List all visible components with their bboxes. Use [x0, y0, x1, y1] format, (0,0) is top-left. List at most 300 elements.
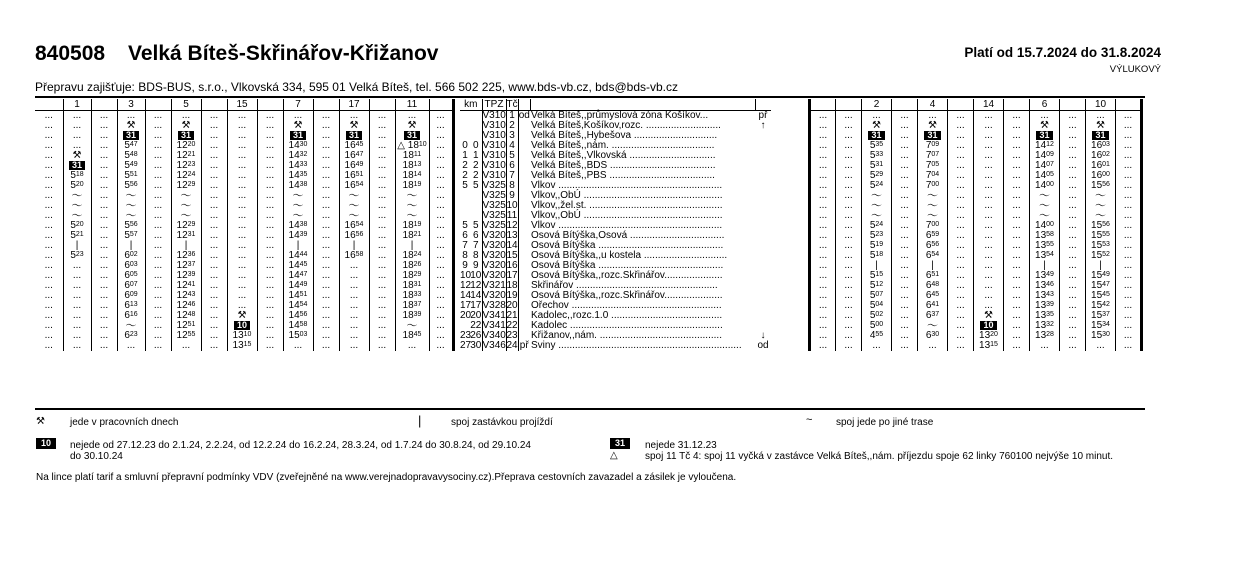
table-cell: $5^{12}$ — [862, 281, 892, 291]
table-cell: ... — [369, 251, 395, 261]
table-cell: ... — [892, 271, 918, 281]
table-cell: ... — [91, 341, 117, 351]
table-cell: ... — [1116, 161, 1142, 171]
table-cell: $12^{29}$ — [171, 221, 201, 231]
table-cell: ... — [974, 231, 1004, 241]
table-cell: 5 — [472, 180, 479, 191]
legend-triangle-text: spoj 11 Tč 4: spoj 11 vyčká v zastávce Velká Bíteš,,nám. příjezdu spoje 62 linky 760100 nejvýše 10 minut. — [645, 451, 1114, 462]
table-cell: ... — [1060, 141, 1086, 151]
table-cell: ... — [91, 271, 117, 281]
stop-name: Osová Bítýška,,rozc.Skřinářov..................... — [531, 270, 723, 281]
table-cell — [460, 121, 470, 131]
table-cell — [470, 201, 482, 211]
return-row — [810, 331, 1142, 341]
table-cell: ... — [1116, 121, 1142, 131]
table-cell: ... — [429, 301, 453, 311]
table-cell: ... — [836, 221, 862, 231]
table-cell: $6^{45}$ — [918, 291, 948, 301]
table-cell: ... — [145, 151, 171, 161]
table-cell: $16^{58}$ — [339, 251, 369, 261]
table-cell: $12^{39}$ — [171, 271, 201, 281]
stop-code: V328 — [482, 300, 506, 311]
table-cell: ... — [918, 341, 948, 351]
table-cell: ... — [145, 341, 171, 351]
table-cell: $14^{32}$ — [283, 151, 313, 161]
table-cell: ... — [44, 140, 53, 151]
table-cell: $5^{24}$ — [862, 181, 892, 191]
table-cell: ... — [227, 261, 257, 271]
table-cell: $13^{20}$ — [974, 331, 1004, 341]
table-cell: ... — [892, 141, 918, 151]
table-cell: ... — [369, 181, 395, 191]
table-cell: ... — [257, 171, 283, 181]
table-cell: ... — [44, 270, 53, 281]
table-cell: ... — [369, 241, 395, 251]
table-cell: $6^{02}$ — [117, 251, 145, 261]
table-cell: $13^{10}$ — [227, 331, 257, 341]
table-cell: $14^{35}$ — [283, 171, 313, 181]
table-cell: 3 — [506, 131, 518, 141]
stop-code: V320 — [482, 240, 506, 251]
table-cell: 〜 — [1030, 211, 1060, 221]
table-cell: 1 — [472, 150, 479, 161]
table-cell: ... — [44, 260, 53, 271]
table-cell: ... — [145, 211, 171, 221]
table-cell: ... — [892, 121, 918, 131]
table-cell: ... — [892, 261, 918, 271]
table-cell: př — [758, 110, 768, 121]
table-cell: ... — [201, 311, 227, 321]
table-cell: ... — [313, 161, 339, 171]
table-cell: ... — [339, 321, 369, 331]
table-cell: ... — [1116, 261, 1142, 271]
table-cell — [518, 121, 530, 131]
return-row — [810, 111, 1142, 122]
table-cell: ... — [339, 331, 369, 341]
table-cell: ... — [1060, 251, 1086, 261]
table-cell: ... — [948, 251, 974, 261]
table-cell: ... — [145, 231, 171, 241]
table-cell: ... — [145, 311, 171, 321]
stop-code: V325 — [482, 180, 506, 191]
table-cell: ... — [1116, 251, 1142, 261]
table-cell: ... — [1004, 331, 1030, 341]
table-cell: $6^{09}$ — [117, 291, 145, 301]
table-cell: ... — [429, 261, 453, 271]
table-cell: ... — [892, 211, 918, 221]
table-cell: ... — [313, 321, 339, 331]
table-cell: ... — [1116, 141, 1142, 151]
table-cell: | — [395, 241, 429, 251]
table-cell: ... — [948, 291, 974, 301]
table-cell: ... — [257, 161, 283, 171]
table-cell — [518, 181, 530, 191]
column-header — [201, 99, 227, 111]
table-cell: ... — [369, 141, 395, 151]
table-cell: 5 — [462, 180, 468, 191]
table-cell: ... — [1116, 231, 1142, 241]
table-cell: ⚒ — [339, 121, 369, 131]
table-cell — [755, 211, 771, 221]
stops-table — [460, 99, 771, 351]
stop-name: Osová Bítýška,Osová .................................. — [531, 230, 725, 241]
table-cell: ... — [201, 211, 227, 221]
table-cell: ... — [257, 121, 283, 131]
table-cell: ... — [63, 271, 91, 281]
column-header — [810, 99, 836, 111]
column-header: 10 — [1086, 99, 1116, 111]
table-cell: 〜 — [117, 201, 145, 211]
table-cell: $15^{30}$ — [1086, 331, 1116, 341]
table-cell: ... — [44, 220, 53, 231]
table-cell: ... — [369, 231, 395, 241]
table-cell: ... — [117, 111, 145, 122]
triangle-icon: △ — [610, 450, 618, 461]
table-cell: ... — [429, 251, 453, 261]
table-cell — [460, 111, 470, 122]
table-cell: $15^{47}$ — [1086, 281, 1116, 291]
table-cell: $6^{30}$ — [918, 331, 948, 341]
stop-name: Vlkov ........................................................... — [531, 220, 723, 231]
table-cell: ... — [1004, 271, 1030, 281]
table-cell: ... — [836, 131, 862, 141]
table-cell: 〜 — [339, 191, 369, 201]
table-cell — [518, 291, 530, 301]
table-cell: $6^{07}$ — [117, 281, 145, 291]
table-cell: ... — [201, 341, 227, 351]
table-cell: ... — [91, 201, 117, 211]
table-cell: ⚒ — [1030, 121, 1060, 131]
table-cell: ... — [818, 270, 828, 281]
table-cell: $14^{05}$ — [1030, 171, 1060, 181]
table-cell: 〜 — [1086, 211, 1116, 221]
table-cell: ... — [369, 311, 395, 321]
column-header: 15 — [227, 99, 257, 111]
table-cell: 24 — [506, 340, 518, 351]
table-cell: ... — [1060, 271, 1086, 281]
stop-code: V340 — [482, 330, 506, 341]
table-cell: $18^{21}$ — [395, 231, 429, 241]
table-cell: 26 — [470, 330, 482, 341]
table-cell: 5 — [472, 220, 479, 231]
table-cell: ... — [145, 111, 171, 122]
table-cell: ... — [974, 131, 1004, 141]
table-cell: ... — [227, 221, 257, 231]
stop-name: Kadolec,,rozc.1.0 ........................................ — [531, 310, 723, 321]
table-cell: ... — [369, 261, 395, 271]
table-cell: ... — [227, 121, 257, 131]
table-cell: ... — [1004, 111, 1030, 122]
pass-through-icon: | — [418, 413, 422, 428]
table-cell: ... — [227, 291, 257, 301]
stop-code: V320 — [482, 290, 506, 301]
badge-10: 10 — [36, 438, 56, 449]
table-cell: ... — [836, 181, 862, 191]
table-cell: ... — [836, 341, 862, 351]
table-cell: ↓ — [760, 330, 766, 341]
table-cell: $16^{02}$ — [1086, 151, 1116, 161]
table-cell: $13^{43}$ — [1030, 291, 1060, 301]
table-cell: ... — [63, 141, 91, 151]
table-cell: 9 — [506, 191, 518, 201]
table-cell: ... — [369, 121, 395, 131]
table-cell: ... — [313, 191, 339, 201]
table-cell — [518, 211, 530, 221]
table-cell: $18^{24}$ — [395, 251, 429, 261]
table-cell: $6^{59}$ — [918, 231, 948, 241]
stop-name: Kadolec ....................................................... — [531, 320, 723, 331]
table-cell: ... — [283, 341, 313, 351]
stop-row — [460, 341, 771, 351]
table-cell — [755, 161, 771, 171]
table-cell — [518, 201, 530, 211]
table-cell: ... — [145, 221, 171, 231]
table-cell: ... — [257, 151, 283, 161]
table-cell: ... — [974, 201, 1004, 211]
table-cell: ... — [1004, 161, 1030, 171]
table-cell: ... — [818, 340, 828, 351]
table-cell: $5^{18}$ — [63, 171, 91, 181]
table-cell: ... — [429, 141, 453, 151]
table-cell: ... — [818, 290, 828, 301]
table-cell: ... — [44, 290, 53, 301]
table-cell: ... — [227, 141, 257, 151]
table-cell: ... — [892, 281, 918, 291]
top-rule — [35, 96, 1145, 98]
table-cell: ... — [227, 111, 257, 122]
table-cell: | — [283, 241, 313, 251]
table-cell: $14^{54}$ — [283, 301, 313, 311]
table-cell: ... — [44, 230, 53, 241]
table-cell: $14^{00}$ — [1030, 181, 1060, 191]
table-cell: ... — [369, 171, 395, 181]
table-cell — [117, 131, 145, 141]
table-cell: ... — [201, 281, 227, 291]
table-cell: ... — [429, 121, 453, 131]
table-cell: ... — [818, 230, 828, 241]
table-cell: ... — [44, 120, 53, 131]
table-cell: ... — [1060, 341, 1086, 351]
table-cell: $16^{54}$ — [339, 221, 369, 231]
table-cell: 6 — [472, 230, 479, 241]
stop-code: V341 — [482, 320, 506, 331]
table-cell: ... — [171, 111, 201, 122]
table-cell — [470, 191, 482, 201]
table-cell: ... — [818, 330, 828, 341]
table-cell: ... — [227, 171, 257, 181]
table-cell — [755, 171, 771, 181]
table-cell: ... — [974, 251, 1004, 261]
table-cell: ... — [44, 190, 53, 201]
other-route-icon: ~ — [806, 414, 813, 426]
table-cell: $13^{58}$ — [1030, 231, 1060, 241]
table-cell: $7^{09}$ — [918, 141, 948, 151]
table-cell: ... — [892, 131, 918, 141]
table-cell: 14 — [460, 290, 472, 301]
table-cell: ... — [1060, 131, 1086, 141]
table-cell: ... — [429, 111, 453, 122]
table-cell: ... — [91, 151, 117, 161]
table-cell: ... — [227, 161, 257, 171]
return-row — [810, 201, 1142, 211]
table-cell: ... — [44, 240, 53, 251]
table-cell: $14^{56}$ — [283, 311, 313, 321]
table-cell: ... — [429, 281, 453, 291]
column-header: 17 — [339, 99, 369, 111]
table-cell: $16^{54}$ — [339, 181, 369, 191]
table-cell: ... — [91, 241, 117, 251]
table-cell: $6^{16}$ — [117, 311, 145, 321]
table-cell: ... — [257, 231, 283, 241]
stop-name: Velká Bíteš,,nám. ..................................... — [531, 140, 715, 151]
table-cell: ... — [145, 281, 171, 291]
table-cell: od — [518, 110, 530, 121]
carrier-info: Přepravu zajišťuje: BDS-BUS, s.r.o., Vlkovská 334, 595 01 Velká Bíteš, tel. 566 502 225, www.bds-vb.cz, bds@bds-vb.cz — [35, 80, 678, 94]
table-cell: ... — [892, 291, 918, 301]
table-cell: $14^{47}$ — [283, 271, 313, 281]
table-cell: ... — [1030, 341, 1060, 351]
table-cell: ... — [145, 271, 171, 281]
table-cell — [918, 131, 948, 141]
table-cell: 2 — [462, 170, 468, 181]
table-cell: ... — [974, 111, 1004, 122]
table-cell: ... — [44, 280, 53, 291]
table-cell: ... — [91, 211, 117, 221]
table-cell: 8 — [506, 181, 518, 191]
legend-badge10-text-1: nejede od 27.12.23 do 2.1.24, 2.2.24, od 12.2.24 do 16.2.24, 28.3.24, od 1.7.24 do 30.8.24, od 29.10.24 — [70, 440, 531, 451]
table-cell: | — [117, 241, 145, 251]
table-cell: ... — [44, 300, 53, 311]
table-cell: $7^{04}$ — [918, 171, 948, 181]
table-cell: $13^{54}$ — [1030, 251, 1060, 261]
table-cell: ... — [313, 181, 339, 191]
table-cell: $18^{11}$ — [395, 151, 429, 161]
column-header — [35, 99, 63, 111]
column-header — [518, 99, 530, 111]
table-cell: ... — [974, 161, 1004, 171]
table-cell: 〜 — [1030, 201, 1060, 211]
table-cell: ... — [862, 341, 892, 351]
table-cell: ⚒ — [862, 121, 892, 131]
table-cell: ... — [44, 210, 53, 221]
table-cell: $15^{53}$ — [1086, 241, 1116, 251]
table-cell: 〜 — [283, 201, 313, 211]
table-cell: ... — [91, 111, 117, 122]
table-cell: 〜 — [117, 211, 145, 221]
stop-code: V310 — [482, 120, 506, 131]
table-cell: $7^{00}$ — [918, 221, 948, 231]
table-cell: ... — [836, 281, 862, 291]
departure-row — [35, 331, 453, 341]
table-cell: ... — [201, 111, 227, 122]
table-cell: ... — [974, 241, 1004, 251]
table-cell: 6 — [506, 161, 518, 171]
table-cell: 〜 — [117, 191, 145, 201]
stop-name: Velká Bíteš,,Vlkovská ............................... — [531, 150, 716, 161]
table-cell: ... — [91, 251, 117, 261]
table-cell: 23 — [460, 330, 472, 341]
table-cell: 13 — [506, 230, 518, 241]
stop-code: V310 — [482, 150, 506, 161]
table-cell: 17 — [470, 300, 482, 311]
table-cell: ... — [91, 231, 117, 241]
column-header: 2 — [862, 99, 892, 111]
table-cell: $6^{13}$ — [117, 301, 145, 311]
column-header — [257, 99, 283, 111]
table-cell: ... — [1060, 301, 1086, 311]
table-cell: ... — [369, 221, 395, 231]
table-cell: ... — [1004, 151, 1030, 161]
table-cell: | — [171, 241, 201, 251]
column-header: Tč — [506, 98, 518, 110]
table-cell: ... — [201, 191, 227, 201]
validity-period: Platí od 15.7.2024 do 31.8.2024 — [964, 45, 1161, 60]
table-cell — [518, 221, 530, 231]
table-cell: $15^{03}$ — [283, 331, 313, 341]
table-cell: $14^{51}$ — [283, 291, 313, 301]
table-cell: 〜 — [918, 321, 948, 331]
table-cell: ... — [145, 331, 171, 341]
table-cell: ... — [145, 241, 171, 251]
table-cell: ... — [818, 120, 828, 131]
table-cell: ... — [1004, 211, 1030, 221]
table-cell: ⚒ — [974, 311, 1004, 321]
table-cell: 14 — [470, 290, 482, 301]
table-cell: ... — [1116, 221, 1142, 231]
table-cell — [518, 171, 530, 181]
table-cell: $12^{43}$ — [171, 291, 201, 301]
table-cell: ... — [145, 251, 171, 261]
legend-hammer-text: jede v pracovních dnech — [70, 417, 179, 428]
table-cell: ... — [339, 261, 369, 271]
table-cell: 20 — [470, 310, 482, 321]
table-cell: 7 — [462, 240, 468, 251]
table-cell: $18^{29}$ — [395, 271, 429, 281]
footer-note: Na lince platí tarif a smluvní přepravní podmínky VDV (zveřejněné na www.verejnadopravavysociny.cz).Přeprava cestovních zavazadel a zásilek je vyloučena. — [36, 472, 737, 483]
table-cell: ... — [892, 341, 918, 351]
table-cell: ... — [1116, 201, 1142, 211]
table-cell: ... — [201, 321, 227, 331]
table-cell: ... — [63, 331, 91, 341]
table-cell: ... — [1116, 181, 1142, 191]
table-cell: 〜 — [395, 201, 429, 211]
table-cell — [755, 271, 771, 281]
table-cell — [518, 241, 530, 251]
table-cell: $14^{33}$ — [283, 161, 313, 171]
table-cell: 〜 — [1086, 191, 1116, 201]
table-cell: 7 — [472, 240, 479, 251]
table-cell: ... — [91, 131, 117, 141]
table-cell: ... — [63, 261, 91, 271]
table-cell: ... — [836, 111, 862, 122]
table-cell: $5^{56}$ — [117, 221, 145, 231]
table-cell: ... — [948, 301, 974, 311]
table-cell: ... — [836, 301, 862, 311]
table-cell — [755, 141, 771, 151]
table-cell: ... — [1060, 181, 1086, 191]
table-cell: ... — [171, 341, 201, 351]
table-cell: ... — [63, 281, 91, 291]
return-row-header — [810, 99, 1142, 111]
table-cell: ... — [145, 181, 171, 191]
table-cell: 10 — [470, 270, 482, 281]
table-cell: ... — [948, 331, 974, 341]
table-cell: ... — [145, 121, 171, 131]
table-cell: ... — [948, 161, 974, 171]
table-cell: ... — [257, 181, 283, 191]
stop-code: V320 — [482, 230, 506, 241]
table-cell: 4 — [506, 141, 518, 151]
